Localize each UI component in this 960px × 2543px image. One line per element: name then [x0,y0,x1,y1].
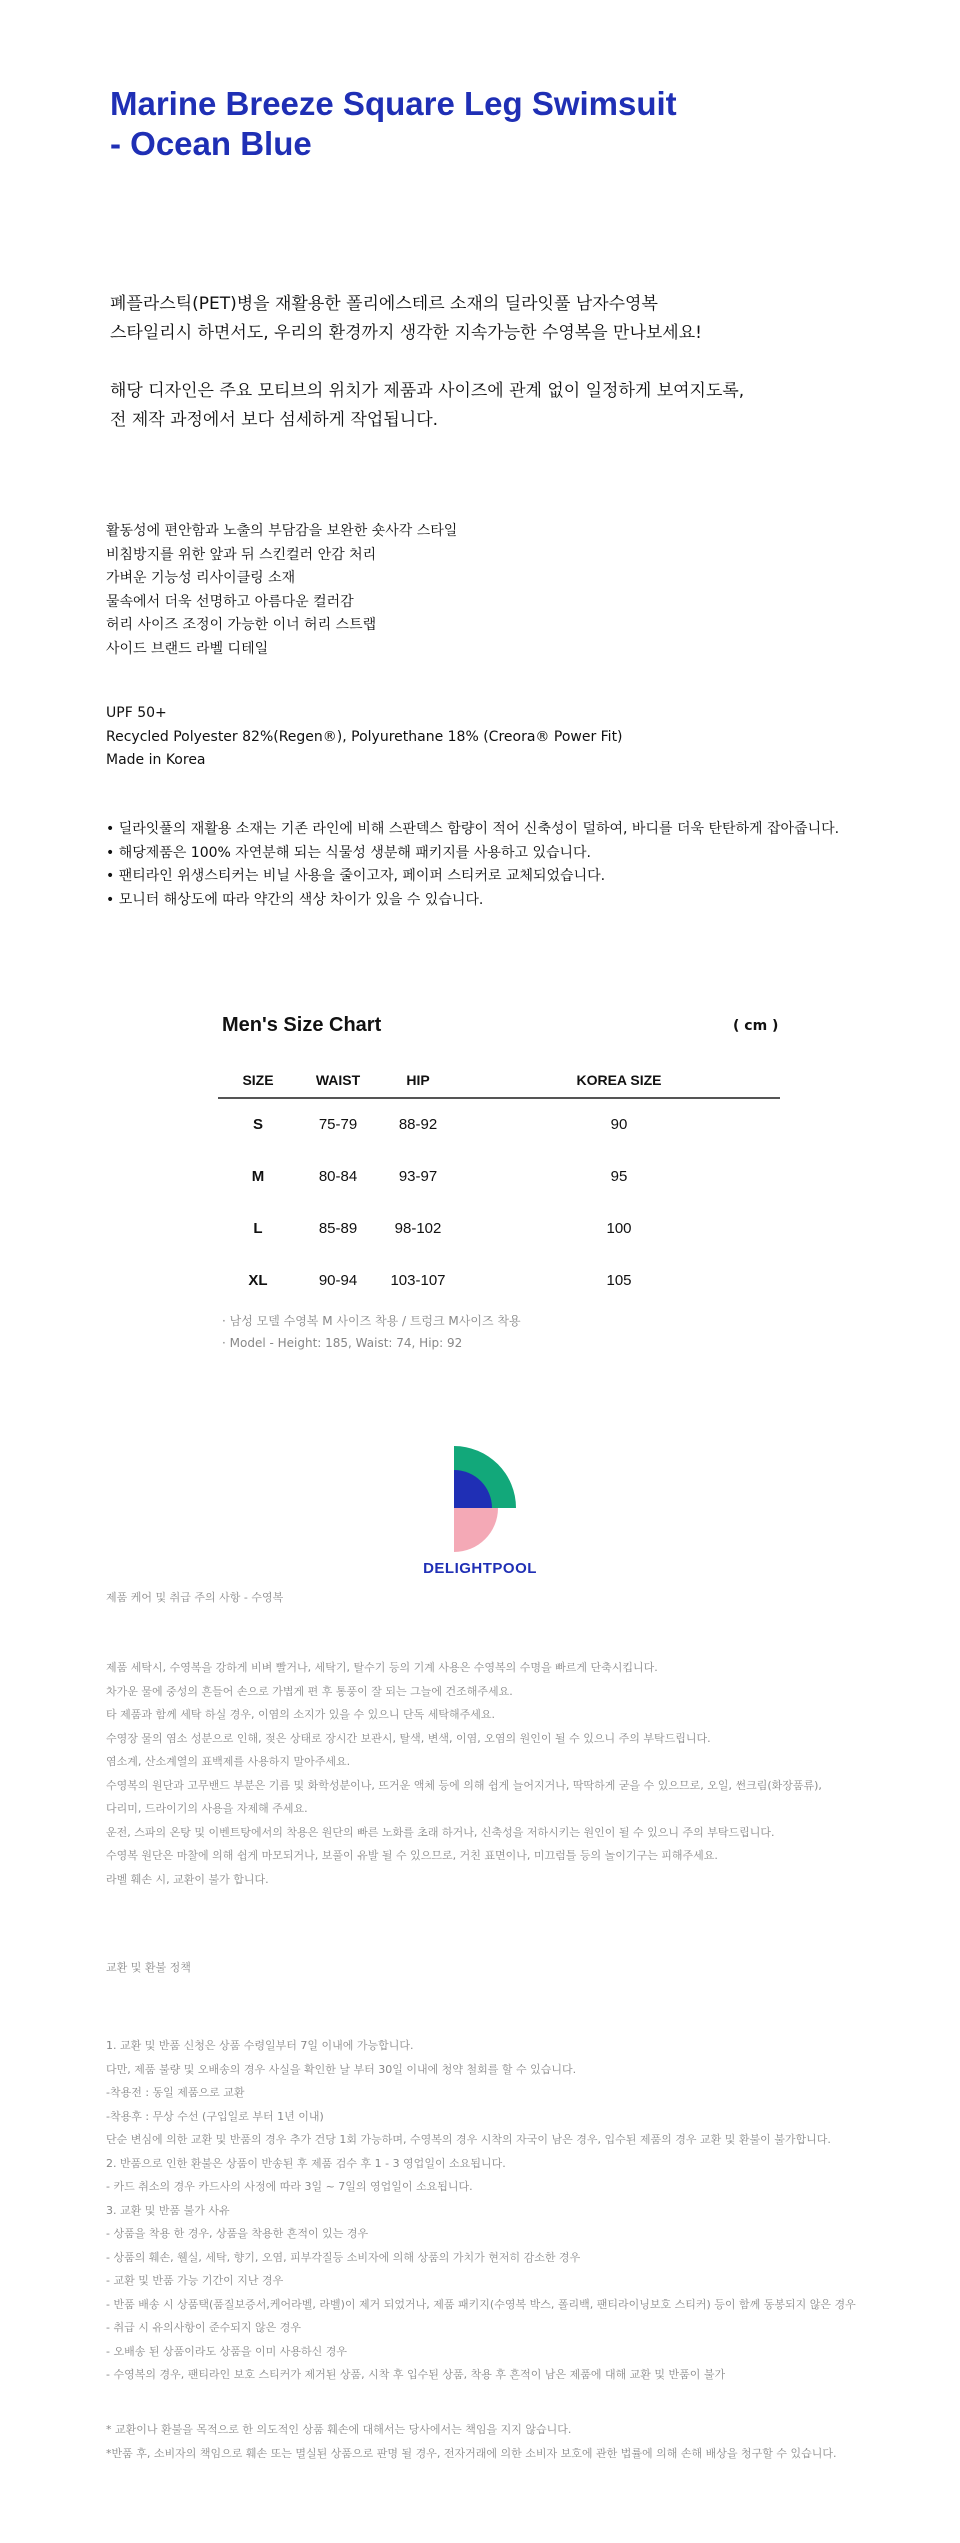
korea-size-cell: 95 [610,1167,628,1185]
notice-item: • 팬티라인 위생스티커는 비닐 사용을 줄이고자, 페이퍼 스티커로 교체되었습니다. [106,865,866,889]
intro-line: 스타일리시 하면서도, 우리의 환경까지 생각한 지속가능한 수영복을 만나보세요! [110,323,702,343]
exchange-line: - 취급 시 유의사항이 준수되지 않은 경우 [106,2321,301,2334]
exchange-policy [106,2034,866,2387]
table-row [218,1202,780,1254]
brand-logo [410,1442,550,1577]
product-title-line-1: Marine Breeze Square Leg Swimsuit [110,85,677,122]
model-note: · 남성 모델 수영복 M 사이즈 착용 / 트렁크 M사이즈 착용 [222,1314,521,1328]
header-hip: HIP [378,1062,458,1098]
care-line: 수영장 물의 염소 성분으로 인해, 젖은 상태로 장시간 보관시, 탈색, 변색, 이염, 오염의 원인이 될 수 있으니 주의 부탁드립니다. [106,1731,711,1745]
intro-line: 전 제작 과정에서 보다 섬세하게 작업됩니다. [110,410,439,430]
header-waist: WAIST [298,1062,378,1098]
intro-text [110,290,870,435]
feature-item: 물속에서 더욱 선명하고 아름다운 컬러감 [106,593,354,610]
exchange-heading-text: 교환 및 환불 정책 [106,1961,191,1974]
care-line: 라벨 훼손 시, 교환이 불가 합니다. [106,1872,269,1886]
size-table-header [218,1062,780,1098]
notice-list [106,818,866,912]
spec-list [106,702,623,773]
intro-line: 해당 디자인은 주요 모티브의 위치가 제품과 사이즈에 관계 없이 일정하게 보여지도록, [110,381,745,401]
waist-cell: 80-84 [318,1167,358,1185]
exchange-line: - 수영복의 경우, 팬티라인 보호 스티커가 제거된 상품, 시착 후 입수된 상품, 착용 후 흔적이 남은 제품에 대해 교환 및 반품이 불가 [106,2368,726,2381]
product-title-line-2: - Ocean Blue [110,125,312,162]
table-row [218,1254,780,1306]
exchange-line: -착용후 : 무상 수선 (구입일로 부터 1년 이내) [106,2109,324,2123]
exchange-footer-line: * 교환이나 환불을 목적으로 한 의도적인 상품 훼손에 대해서는 당사에서는 책임을 지지 않습니다. [106,2423,572,2436]
exchange-line: - 상품의 훼손, 웰실, 세탁, 향기, 오염, 피부각질등 소비자에 의해 상품의 가치가 현저히 감소한 경우 [106,2250,581,2264]
care-line: 다리미, 드라이기의 사용을 자제해 주세요. [106,1802,308,1815]
notice-item: • 해당제품은 100% 자연분해 되는 식물성 생분해 패키지를 사용하고 있습니다. [106,842,866,866]
waist-cell: 75-79 [318,1116,358,1133]
size-cell: S [252,1116,263,1133]
table-row [218,1150,780,1202]
korea-size-cell: 100 [606,1219,632,1237]
size-cell: XL [248,1271,268,1289]
model-notes [222,1310,521,1354]
hip-cell: 88-92 [398,1116,438,1133]
exchange-line: - 카드 취소의 경우 카드사의 사정에 따라 3일 ~ 7일의 영업일이 소요됩니다. [106,2180,473,2193]
korea-size-cell: 105 [606,1271,632,1289]
product-title [110,84,870,164]
size-cell: M [251,1167,265,1185]
exchange-heading [106,1956,866,1980]
care-line: 제품 세탁시, 수영복을 강하게 비벼 빨거나, 세탁기, 탈수기 등의 기계 사용은 수영복의 수명을 빠르게 단축시킵니다. [106,1661,658,1674]
header-size: SIZE [218,1062,298,1098]
spec-material: Recycled Polyester 82%(Regen®), Polyurethane 18% (Creora® Power Fit) [106,728,623,745]
care-line: 수영복 원단은 마찰에 의해 쉽게 마모되거나, 보풀이 유발 될 수 있으므로, 거친 표면이나, 미끄럼틀 등의 놀이기구는 피해주세요. [106,1849,718,1862]
header-korea-size: KOREA SIZE [458,1062,780,1098]
feature-item: 사이드 브랜드 라벨 디테일 [106,640,269,657]
care-heading [106,1586,866,1610]
exchange-line: 1. 교환 및 반품 신청은 상품 수령일부터 7일 이내에 가능합니다. [106,2039,414,2052]
notice-item: • 딜라잇풀의 재활용 소재는 기존 라인에 비해 스판덱스 함량이 적어 신축성이 덜하여, 바디를 더욱 탄탄하게 잡아줍니다. [106,818,866,842]
exchange-footer [106,2418,866,2465]
exchange-line: 2. 반품으로 인한 환불은 상품이 반송된 후 제품 검수 후 1 - 3 영업일이 소요됩니다. [106,2156,506,2170]
model-note: · Model - Height: 185, Waist: 74, Hip: 92 [222,1336,463,1350]
intro-line: 폐플라스틱(PET)병을 재활용한 폴리에스테르 소재의 딜라잇풀 남자수영복 [110,294,658,314]
care-line: 염소계, 산소계열의 표백제를 사용하지 말아주세요. [106,1755,351,1768]
exchange-line: - 교환 및 반품 가능 기간이 지난 경우 [106,2274,284,2287]
feature-item: 가벼운 기능성 리사이클링 소재 [106,570,296,586]
spec-upf: UPF 50+ [106,705,167,721]
feature-item: 허리 사이즈 조정이 가능한 이너 허리 스트랩 [106,617,377,633]
hip-cell: 103-107 [390,1271,446,1289]
waist-cell: 85-89 [318,1219,358,1237]
exchange-line: - 상품을 착용 한 경우, 상품을 착용한 흔적이 있는 경우 [106,2227,369,2240]
size-table [218,1062,780,1306]
hip-cell: 93-97 [398,1167,438,1185]
korea-size-cell: 90 [610,1116,628,1133]
brand-logo-mark-icon [410,1442,550,1552]
care-line: 타 제품과 함께 세탁 하실 경우, 이염의 소지가 있을 수 있으니 단독 세탁해주세요. [106,1708,495,1721]
exchange-line: 단순 변심에 의한 교환 및 반품의 경우 추가 건당 1회 가능하며, 수영복의 경우 시착의 자국이 남은 경우, 입수된 제품의 경우 교환 및 환불이 불가합니다. [106,2133,831,2146]
care-instructions [106,1656,866,1891]
waist-cell: 90-94 [318,1271,358,1289]
hip-cell: 98-102 [394,1219,442,1237]
care-line: 운전, 스파의 온탕 및 이벤트탕에서의 착용은 원단의 빠른 노화를 초래 하거나, 신축성을 저하시키는 원인이 될 수 있으니 주의 부탁드립니다. [106,1825,775,1839]
size-chart-unit: ( cm ) [733,1018,779,1034]
exchange-footer-line: *반품 후, 소비자의 책임으로 훼손 또는 멸실된 상품으로 판명 될 경우, 전자거래에 의한 소비자 보호에 관한 법률에 의해 손해 배상을 청구할 수 있습니다. [106,2446,837,2460]
spec-origin: Made in Korea [106,752,206,768]
notice-item: • 모니터 해상도에 따라 약간의 색상 차이가 있을 수 있습니다. [106,889,866,913]
size-chart-title: Men's Size Chart [222,1014,382,1036]
care-line: 수영복의 원단과 고무밴드 부분은 기름 및 화학성분이나, 뜨거운 액체 등에 의해 쉽게 늘어지거나, 딱딱하게 굳을 수 있으므로, 오일, 썬크림(화장품류), [106,1778,822,1792]
exchange-line: - 오배송 된 상품이라도 상품을 이미 사용하신 경우 [106,2344,347,2358]
feature-item: 비침방지를 위한 앞과 뒤 스킨컬러 안감 처리 [106,546,377,563]
size-cell: L [253,1219,263,1237]
care-line: 차가운 물에 중성의 흔들어 손으로 가볍게 편 후 통풍이 잘 되는 그늘에 건조해주세요. [106,1684,513,1698]
exchange-line: 3. 교환 및 반품 불가 사유 [106,2203,230,2217]
care-heading-text: 제품 케어 및 취급 주의 사항 - 수영복 [106,1591,284,1604]
exchange-line: - 반품 배송 시 상품택(품질보증서,케어라벨, 라벨)이 제거 되었거나, 제품 패키지(수영복 박스, 폴리백, 팬티라이닝보호 스티커) 등이 함께 동봉되지 않은 경우 [106,2297,856,2311]
exchange-line: 다만, 제품 불량 및 오배송의 경우 사실을 확인한 날 부터 30일 이내에 청약 철회를 할 수 있습니다. [106,2062,577,2076]
table-row [218,1098,780,1150]
brand-logo-text: DELIGHTPOOL [423,1560,537,1577]
feature-item: 활동성에 편안함과 노출의 부담감을 보완한 숏사각 스타일 [106,523,458,539]
exchange-line: -착용전 : 동일 제품으로 교환 [106,2086,245,2099]
feature-list [106,520,457,661]
